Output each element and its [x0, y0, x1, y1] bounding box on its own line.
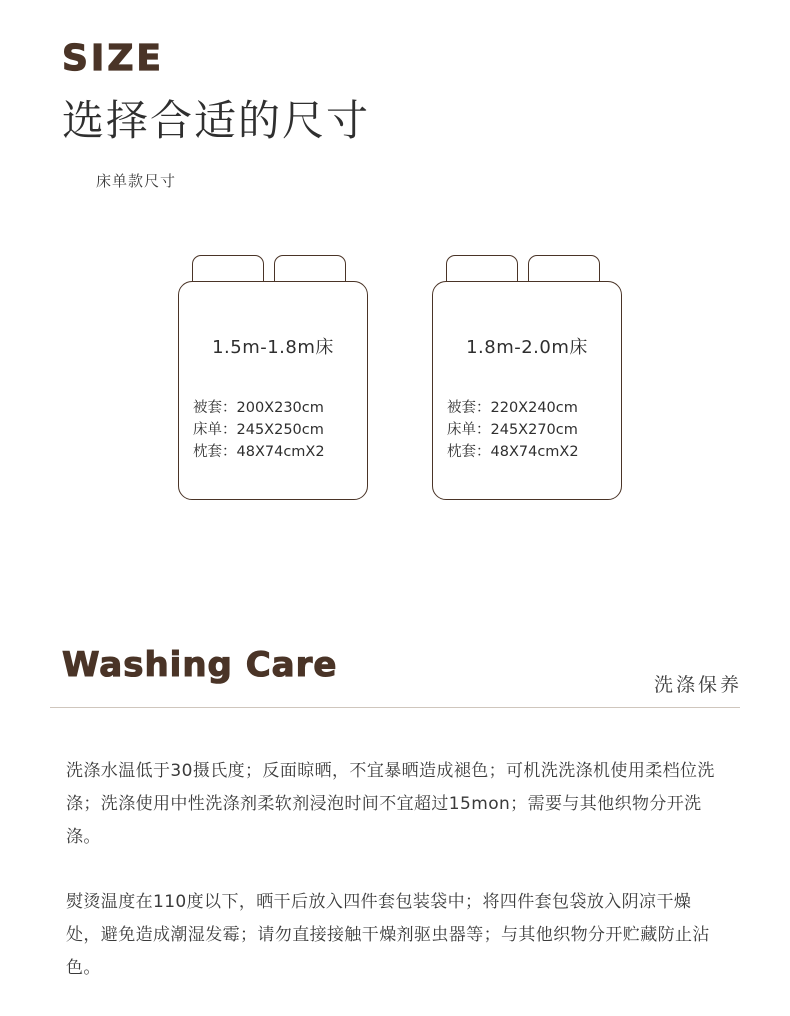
bed-diagram-double [432, 255, 622, 500]
bed-spec-row: 枕套：48X74cmX2 [193, 444, 325, 460]
bed-spec-row: 被套：200X230cm [193, 400, 324, 416]
bed-diagram-group [0, 255, 790, 510]
bed-spec-row: 床单：245X250cm [193, 422, 324, 438]
mattress-icon [178, 281, 368, 500]
washing-heading-chinese: 洗涤保养 [653, 674, 742, 696]
bed-size-title: 1.5m-1.8m床 [212, 337, 334, 358]
size-subtitle: 床单款尺寸 [96, 173, 177, 190]
size-heading-chinese: 选择合适的尺寸 [62, 96, 371, 145]
bed-spec-row: 被套：220X240cm [447, 400, 578, 416]
bed-spec-row: 枕套：48X74cmX2 [447, 444, 579, 460]
washing-instructions [66, 755, 726, 985]
bed-size-title: 1.8m-2.0m床 [466, 337, 588, 358]
bed-spec-row: 床单：245X270cm [447, 422, 578, 438]
bed-spec-list [193, 397, 363, 463]
mattress-icon [432, 281, 622, 500]
section-divider [50, 707, 740, 708]
washing-paragraph: 熨烫温度在110度以下，晒干后放入四件套包装袋中；将四件套包袋放入阴凉干燥处，避免造成潮湿发霉；请勿直接接触干燥剂驱虫器等；与其他织物分开贮藏防止沾色。 [66, 892, 710, 978]
washing-paragraph: 洗涤水温低于30摄氏度；反面晾晒，不宜暴晒造成褪色；可机洗洗涤机使用柔档位洗涤；洗涤使用中性洗涤剂柔软剂浸泡时间不宜超过15mon；需要与其他织物分开洗涤。 [66, 761, 715, 847]
size-heading-english: SIZE [62, 38, 165, 79]
bed-diagram-single [178, 255, 368, 500]
washing-heading-english: Washing Care [62, 645, 338, 685]
bed-spec-list [447, 397, 617, 463]
